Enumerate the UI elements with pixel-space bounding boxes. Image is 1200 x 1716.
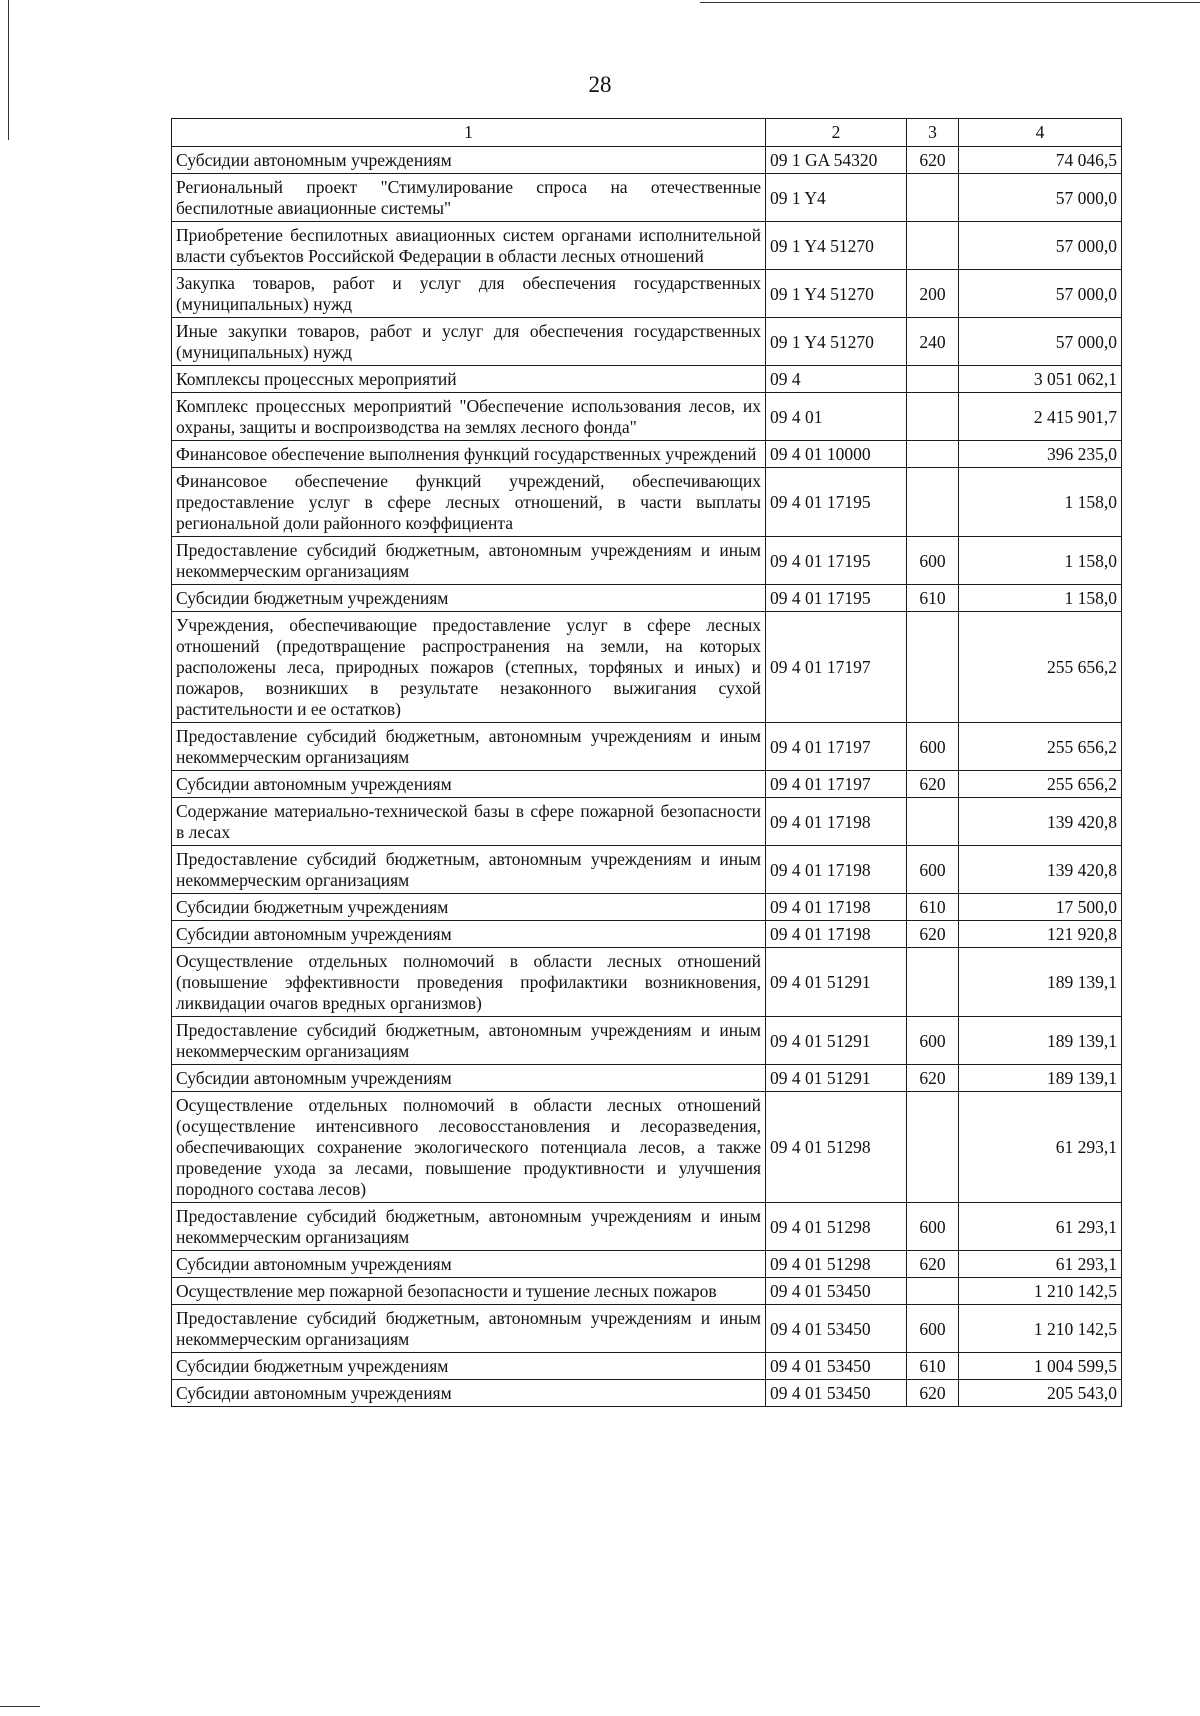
row-amount: 2 415 901,7 — [959, 393, 1122, 441]
table-row — [172, 441, 1122, 468]
table-row — [172, 921, 1122, 948]
header-col-2: 2 — [766, 119, 907, 147]
row-name: Предоставление субсидий бюджетным, автономным учреждениям и иным некоммерческим организациям — [172, 1305, 766, 1353]
row-amount: 189 139,1 — [959, 1065, 1122, 1092]
table-row — [172, 1017, 1122, 1065]
row-expense-type: 240 — [907, 318, 959, 366]
row-amount: 255 656,2 — [959, 723, 1122, 771]
header-col-4: 4 — [959, 119, 1122, 147]
row-expense-type — [907, 174, 959, 222]
table-row — [172, 174, 1122, 222]
table-row — [172, 612, 1122, 723]
row-amount: 139 420,8 — [959, 798, 1122, 846]
row-amount: 205 543,0 — [959, 1380, 1122, 1407]
row-expense-type: 600 — [907, 1305, 959, 1353]
row-code: 09 1 Y4 51270 — [766, 270, 907, 318]
row-expense-type: 600 — [907, 1017, 959, 1065]
row-expense-type: 610 — [907, 1353, 959, 1380]
row-name: Субсидии бюджетным учреждениям — [172, 1353, 766, 1380]
row-expense-type: 620 — [907, 147, 959, 174]
row-name: Предоставление субсидий бюджетным, автономным учреждениям и иным некоммерческим организациям — [172, 537, 766, 585]
row-name: Региональный проект "Стимулирование спроса на отечественные беспилотные авиационные системы" — [172, 174, 766, 222]
scan-edge-line-top — [700, 2, 1200, 3]
row-name: Предоставление субсидий бюджетным, автономным учреждениям и иным некоммерческим организациям — [172, 846, 766, 894]
row-expense-type: 600 — [907, 846, 959, 894]
table-row — [172, 1251, 1122, 1278]
row-amount: 189 139,1 — [959, 948, 1122, 1017]
row-code: 09 4 01 17195 — [766, 537, 907, 585]
row-code: 09 4 01 51291 — [766, 948, 907, 1017]
table-row — [172, 1305, 1122, 1353]
table-body — [172, 147, 1122, 1407]
row-code: 09 4 01 51291 — [766, 1017, 907, 1065]
row-expense-type: 600 — [907, 723, 959, 771]
table-row — [172, 1353, 1122, 1380]
row-amount: 1 158,0 — [959, 468, 1122, 537]
scan-edge-line-bottom — [0, 1706, 40, 1707]
table-row — [172, 222, 1122, 270]
row-name: Содержание материально-технической базы в сфере пожарной безопасности в лесах — [172, 798, 766, 846]
row-code: 09 4 01 17198 — [766, 894, 907, 921]
table-row — [172, 894, 1122, 921]
row-code: 09 4 01 51298 — [766, 1251, 907, 1278]
row-name: Субсидии бюджетным учреждениям — [172, 585, 766, 612]
row-expense-type: 200 — [907, 270, 959, 318]
table-row — [172, 393, 1122, 441]
row-amount: 189 139,1 — [959, 1017, 1122, 1065]
row-code: 09 4 01 17198 — [766, 798, 907, 846]
row-amount: 57 000,0 — [959, 222, 1122, 270]
row-amount: 74 046,5 — [959, 147, 1122, 174]
row-name: Субсидии автономным учреждениям — [172, 1251, 766, 1278]
table-row — [172, 1380, 1122, 1407]
table-row — [172, 846, 1122, 894]
table-row — [172, 318, 1122, 366]
row-code: 09 1 Y4 51270 — [766, 318, 907, 366]
row-expense-type: 620 — [907, 1380, 959, 1407]
row-code: 09 1 Y4 — [766, 174, 907, 222]
row-name: Приобретение беспилотных авиационных систем органами исполнительной власти субъектов Российской Федерации в области лесных отношений — [172, 222, 766, 270]
header-col-1: 1 — [172, 119, 766, 147]
row-name: Финансовое обеспечение выполнения функций государственных учреждений — [172, 441, 766, 468]
row-expense-type: 600 — [907, 1203, 959, 1251]
table-row — [172, 468, 1122, 537]
row-amount: 1 210 142,5 — [959, 1305, 1122, 1353]
row-amount: 1 210 142,5 — [959, 1278, 1122, 1305]
row-name: Субсидии автономным учреждениям — [172, 1065, 766, 1092]
row-code: 09 1 GA 54320 — [766, 147, 907, 174]
row-code: 09 4 01 53450 — [766, 1278, 907, 1305]
row-name: Предоставление субсидий бюджетным, автономным учреждениям и иным некоммерческим организациям — [172, 1017, 766, 1065]
row-expense-type — [907, 366, 959, 393]
row-name: Иные закупки товаров, работ и услуг для обеспечения государственных (муниципальных) нужд — [172, 318, 766, 366]
row-expense-type — [907, 612, 959, 723]
row-expense-type: 620 — [907, 921, 959, 948]
row-code: 09 4 01 53450 — [766, 1380, 907, 1407]
row-name: Осуществление мер пожарной безопасности и тушение лесных пожаров — [172, 1278, 766, 1305]
budget-table — [171, 118, 1122, 1407]
row-amount: 61 293,1 — [959, 1092, 1122, 1203]
table-row — [172, 723, 1122, 771]
table-row — [172, 1203, 1122, 1251]
row-expense-type: 620 — [907, 1251, 959, 1278]
row-name: Комплексы процессных мероприятий — [172, 366, 766, 393]
row-code: 09 4 01 51291 — [766, 1065, 907, 1092]
table-row — [172, 948, 1122, 1017]
row-name: Субсидии бюджетным учреждениям — [172, 894, 766, 921]
row-expense-type: 600 — [907, 537, 959, 585]
row-name: Финансовое обеспечение функций учреждений, обеспечивающих предоставление услуг в сфере лесных отношений, в части выплаты региональной доли районного коэффициента — [172, 468, 766, 537]
row-name: Комплекс процессных мероприятий "Обеспечение использования лесов, их охраны, защиты и воспроизводства на землях лесного фонда" — [172, 393, 766, 441]
row-code: 09 4 01 — [766, 393, 907, 441]
row-code: 09 4 01 17198 — [766, 846, 907, 894]
page-number: 28 — [588, 72, 612, 97]
row-code: 09 4 01 53450 — [766, 1305, 907, 1353]
row-name: Предоставление субсидий бюджетным, автономным учреждениям и иным некоммерческим организациям — [172, 723, 766, 771]
row-amount: 17 500,0 — [959, 894, 1122, 921]
table-row — [172, 1278, 1122, 1305]
row-expense-type — [907, 468, 959, 537]
table-row — [172, 771, 1122, 798]
row-name: Субсидии автономным учреждениям — [172, 147, 766, 174]
row-name: Осуществление отдельных полномочий в области лесных отношений (повышение эффективности проведения профилактики возникновения, ликвидации очагов вредных организмов) — [172, 948, 766, 1017]
row-expense-type — [907, 798, 959, 846]
row-amount: 3 051 062,1 — [959, 366, 1122, 393]
row-name: Субсидии автономным учреждениям — [172, 771, 766, 798]
row-code: 09 4 01 17197 — [766, 771, 907, 798]
row-name: Закупка товаров, работ и услуг для обеспечения государственных (муниципальных) нужд — [172, 270, 766, 318]
row-code: 09 4 01 17197 — [766, 612, 907, 723]
row-code: 09 1 Y4 51270 — [766, 222, 907, 270]
header-row — [172, 119, 1122, 147]
row-code: 09 4 — [766, 366, 907, 393]
row-code: 09 4 01 51298 — [766, 1092, 907, 1203]
row-code: 09 4 01 51298 — [766, 1203, 907, 1251]
row-name: Субсидии автономным учреждениям — [172, 921, 766, 948]
row-name: Субсидии автономным учреждениям — [172, 1380, 766, 1407]
row-amount: 57 000,0 — [959, 318, 1122, 366]
row-amount: 255 656,2 — [959, 771, 1122, 798]
row-expense-type: 610 — [907, 894, 959, 921]
row-name: Осуществление отдельных полномочий в области лесных отношений (осуществление интенсивного лесовосстановления и лесоразведения, обеспечивающих сохранение экологического потенциала лесов, а также проведение ухода за лесами, повышение продуктивности и улучшения породного состава лесов) — [172, 1092, 766, 1203]
table-row — [172, 147, 1122, 174]
row-expense-type: 620 — [907, 771, 959, 798]
row-name: Предоставление субсидий бюджетным, автономным учреждениям и иным некоммерческим организациям — [172, 1203, 766, 1251]
row-amount: 1 158,0 — [959, 585, 1122, 612]
header-col-3: 3 — [907, 119, 959, 147]
table-row — [172, 537, 1122, 585]
row-amount: 255 656,2 — [959, 612, 1122, 723]
row-amount: 121 920,8 — [959, 921, 1122, 948]
row-amount: 57 000,0 — [959, 174, 1122, 222]
row-name: Учреждения, обеспечивающие предоставление услуг в сфере лесных отношений (предотвращение распространения на земли, на которых расположены леса, природных пожаров (степных, торфяных и иных) и пожаров, возникших в результате незаконного выжигания сухой растительности и ее остатков) — [172, 612, 766, 723]
row-amount: 1 158,0 — [959, 537, 1122, 585]
table-row — [172, 585, 1122, 612]
row-amount: 139 420,8 — [959, 846, 1122, 894]
row-expense-type — [907, 441, 959, 468]
row-amount: 396 235,0 — [959, 441, 1122, 468]
row-expense-type — [907, 1278, 959, 1305]
table-row — [172, 366, 1122, 393]
scan-edge-line-left — [8, 0, 9, 140]
row-code: 09 4 01 17195 — [766, 585, 907, 612]
row-code: 09 4 01 17195 — [766, 468, 907, 537]
row-amount: 61 293,1 — [959, 1251, 1122, 1278]
table-row — [172, 1092, 1122, 1203]
row-amount: 57 000,0 — [959, 270, 1122, 318]
row-code: 09 4 01 53450 — [766, 1353, 907, 1380]
row-code: 09 4 01 17197 — [766, 723, 907, 771]
row-expense-type: 620 — [907, 1065, 959, 1092]
row-amount: 1 004 599,5 — [959, 1353, 1122, 1380]
table-row — [172, 798, 1122, 846]
row-code: 09 4 01 10000 — [766, 441, 907, 468]
row-expense-type — [907, 393, 959, 441]
row-amount: 61 293,1 — [959, 1203, 1122, 1251]
table-row — [172, 270, 1122, 318]
row-expense-type — [907, 222, 959, 270]
row-expense-type — [907, 1092, 959, 1203]
row-expense-type — [907, 948, 959, 1017]
row-expense-type: 610 — [907, 585, 959, 612]
row-code: 09 4 01 17198 — [766, 921, 907, 948]
table-row — [172, 1065, 1122, 1092]
